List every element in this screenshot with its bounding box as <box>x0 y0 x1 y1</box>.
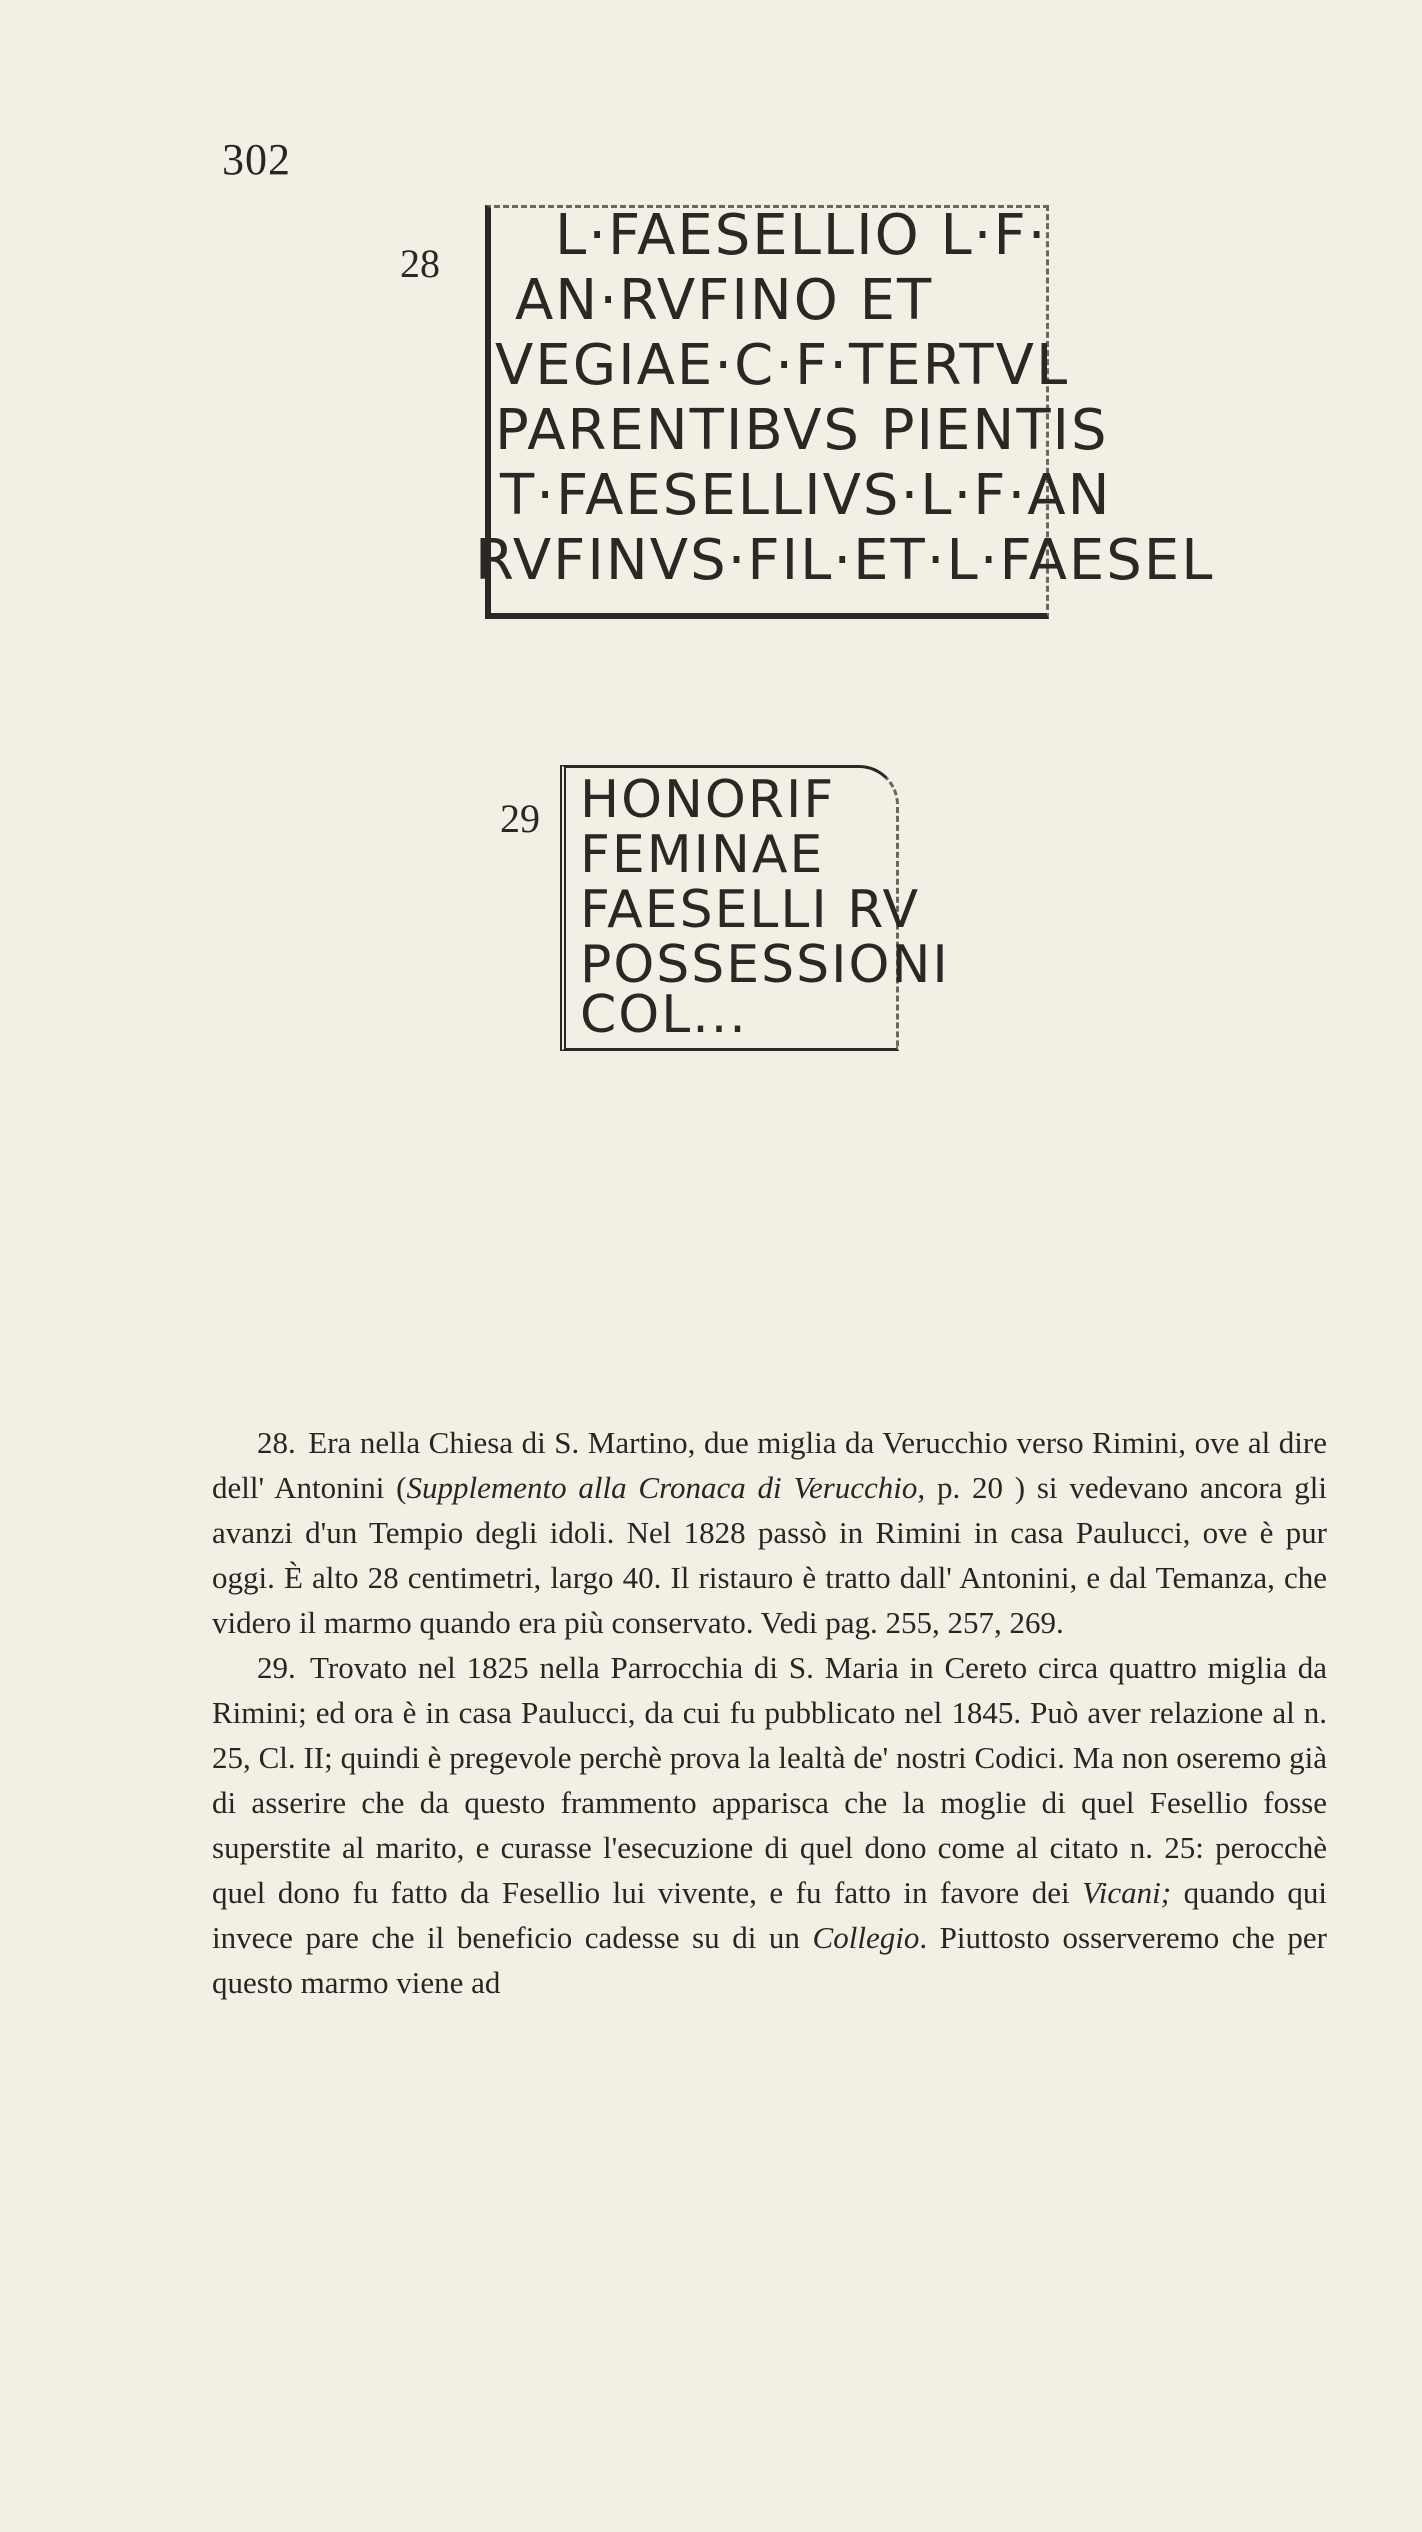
inscription-line: RVFINVS·FIL·ET·L·FAESEL <box>475 528 1215 593</box>
inscription-number: 28 <box>400 241 440 286</box>
note-text: p. 20 ) si vedevano ancora gli avanzi d'un Tempio degli idoli. Nel 1828 passò in Rimini in casa Paulucci, ove è pur oggi. È alto 28 centimetri, largo 40. Il ristauro è tratto dall' Antonini, e dal Temanza, che videro il marmo quando era più conservato. Vedi pag. 255, 257, 269. <box>212 1470 1327 1640</box>
emphasis: Collegio <box>812 1920 920 1955</box>
inscription-line: PARENTIBVS PIENTIS <box>495 398 1109 463</box>
note-number: 28. <box>257 1425 296 1460</box>
page-number: 302 <box>222 135 291 184</box>
note-29 <box>212 1645 1327 2005</box>
note-number: 29. <box>257 1650 296 1685</box>
inscription-line: HONORIF <box>580 770 836 830</box>
citation-title: Supplemento alla Cronaca di Verucchio, <box>406 1470 926 1505</box>
inscription-28 <box>400 185 1215 625</box>
inscription-line: L·FAESELLIO L·F· <box>555 203 1048 268</box>
note-28 <box>212 1420 1327 1645</box>
inscription-line: FEMINAE <box>580 825 825 885</box>
inscription-line: COL... <box>580 985 748 1045</box>
commentary <box>212 1420 1327 2005</box>
inscription-line: T·FAESELLIVS·L·F·AN <box>500 463 1112 528</box>
note-text: Era nella Chiesa di S. Martino, due miglia da Verucchio verso Rimini, ove al dire dell' Antonini ( <box>212 1425 1327 1505</box>
inscription-line: FAESELLI RV <box>580 880 921 940</box>
inscription-line: AN·RVFINO ET <box>515 268 934 333</box>
inscription-line: VEGIAE·C·F·TERTVL <box>495 333 1070 398</box>
inscription-line: POSSESSIONI <box>580 935 950 995</box>
note-text: Trovato nel 1825 nella Parrocchia di S. Maria in Cereto circa quattro miglia da Rimini; ed ora è in casa Paulucci, da cui fu pubblicato nel 1845. Può aver relazione al n. 25, Cl. II; quindi è pregevole perchè prova la lealtà de' nostri Codici. Ma non oseremo già di asserire che da questo frammento apparisca che la moglie di quel Fesellio fosse superstite al marito, e curasse l'esecuzione di quel dono come al citato n. 25: perocchè quel dono fu fatto da Fesellio lui vivente, e fu fatto in favore dei <box>212 1650 1327 1910</box>
note-text: quando qui invece pare che il beneficio cadesse su di un <box>212 1875 1327 1955</box>
inscription-number: 29 <box>500 796 540 841</box>
inscription-29 <box>500 755 960 1055</box>
note-text: . Piuttosto osserveremo che per questo marmo viene ad <box>212 1920 1327 2000</box>
emphasis: Vicani; <box>1082 1875 1172 1910</box>
